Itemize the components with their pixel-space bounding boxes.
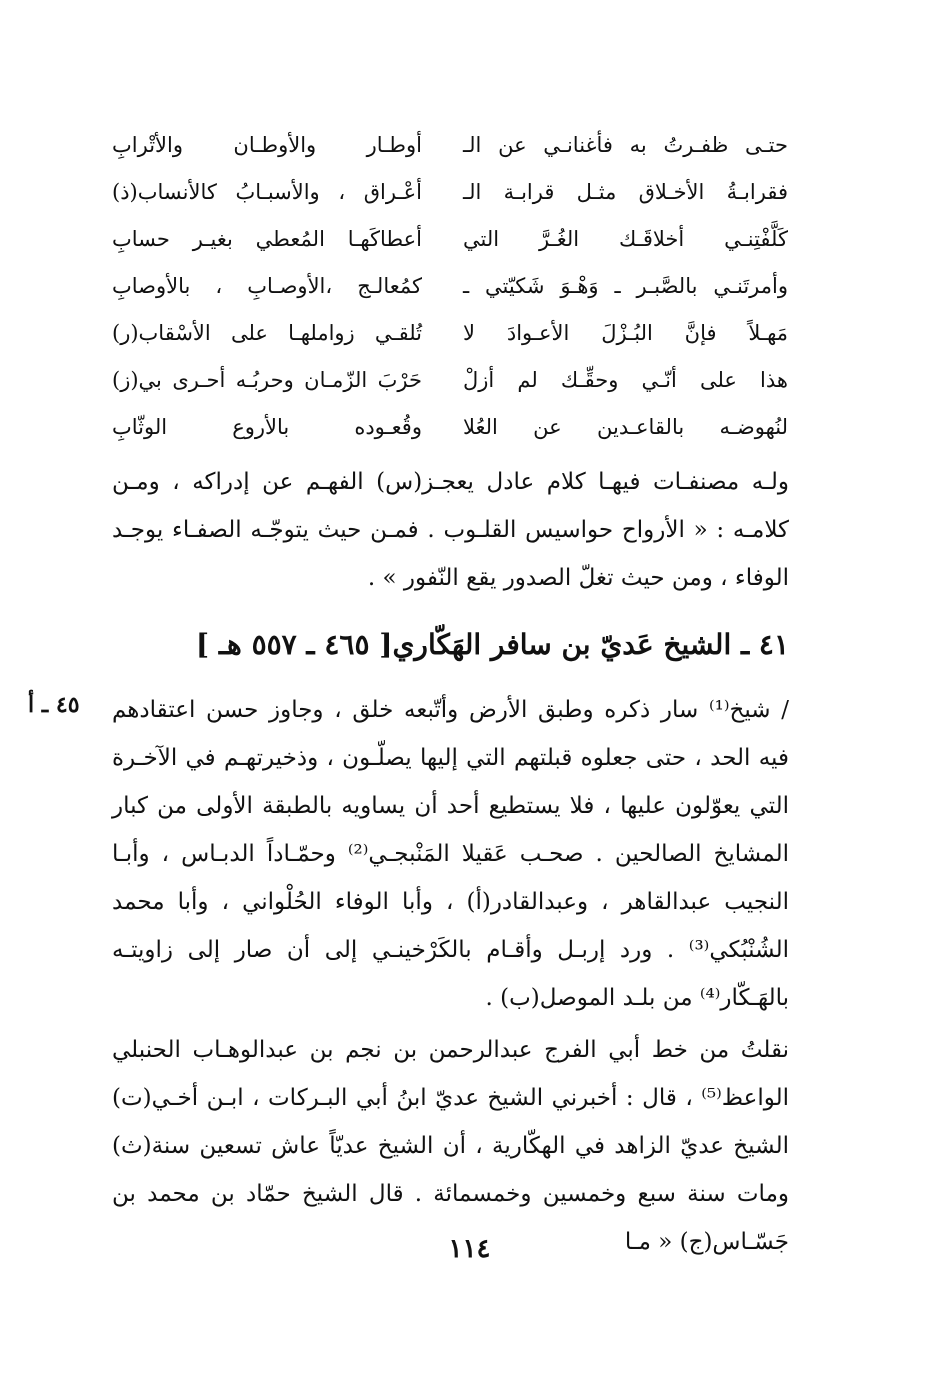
margin-folio-note: ٤٥ ـ أ <box>28 692 80 718</box>
poem <box>112 122 788 451</box>
verse-first-hemistich: كَلَّفْتِنـي أخلاقَـك الغُـرَّ التي <box>463 227 788 251</box>
verse-second-hemistich: حَرْبَ الزّمـان وحربُـه أحـرى بي(ز) <box>112 368 422 392</box>
verse <box>112 216 788 263</box>
verse-first-hemistich: حتـى ظفـرتُ به فأغنانـي عن الـ <box>463 133 788 157</box>
verse-second-hemistich: أعْـراق ، والأسبـابُ كالأنساب(ذ) <box>112 180 422 204</box>
paragraph-works: ولـه مصنفـات فيهـا كلام عادل يعجـز(س) الفهـم عن إدراكه ، ومـن كلامـه : « الأرواح حواسيس القلـوب . فمـن حيث يتوجّـه الصفـاء يوجـد الوفاء ، ومن حيث تغلّ الصدور يقع النّفور » . <box>112 469 789 591</box>
verse-first-hemistich: فقرابـةُ الأخـلاق مثـل قرابـة الـ <box>463 180 788 204</box>
verse <box>112 169 788 216</box>
verse-first-hemistich: مَهـلاً فإنَّ البُـزْلَ الأعـوادَ لا <box>463 321 788 345</box>
section-heading: ٤١ ـ الشيخ عَديّ بن سافر الهَكّاري[ ٤٦٥ ـ ٥٥٧ هـ ] <box>195 628 789 661</box>
verse-first-hemistich: وأمرتَنـي بالصَّبـر ـ وَهْـوَ شَكيّتي ـ <box>463 274 788 298</box>
verse <box>112 263 788 310</box>
paragraph-narration: نقلتُ من خط أبي الفرج عبدالرحمن بن نجم بن عبدالوهـاب الحنبلي الواعظ⁽⁵⁾ ، قال : أخبرني الشيخ عديّ ابنُ أبي البـركات ، ابـن أخـي(ت) الشيخ عديّ الزاهد في الهكّارية ، أن الشيخ عديّاً عاش تسعين سنة(ث) ومات سنة سبع وخمسين وخمسمائة . قال الشيخ حمّاد بن محمد بن جَسّـاس(ج) « مـا <box>112 1037 789 1255</box>
verse-second-hemistich: أعطاكَهـا المُعطي بغيـر حسابِ <box>112 227 422 251</box>
verse-second-hemistich: كمُعالـج ،الأوصـابِ ، بالأوصابِ <box>112 274 422 298</box>
verse-first-hemistich: لنُهوضـه بالقاعـدين عن العُلا <box>463 415 788 439</box>
verse-second-hemistich: أوطـار والأوطـان والأتْرابِ <box>112 133 422 157</box>
page-number: ١١٤ <box>448 1234 491 1264</box>
verse-second-hemistich: وقُعـوده بالأروع الوثّابِ <box>112 415 422 439</box>
paragraph-biography: / شيخ⁽¹⁾ سار ذكره وطبق الأرض وأتّبعه خلق ، وجاوز حسن اعتقادهم فيه الحد ، حتى جعلوه قبلتهم التي إليها يصلّـون ، وذخيرتهـم في الآخـرة التي يعوّلون عليها ، فلا يستطيع أحد أن يساويه بالطبقة الأولى من كبار المشايخ الصالحين . صحـب عَقيلا المَنْبجـي⁽²⁾ وحمّـاداً الدبـاس ، وأبـا النجيب عبدالقاهر ، وعبدالقادر(أ) ، وأبا الوفاء الحُلْواني ، وأبا محمد الشُنْبُكي⁽³⁾ . ورد إربـل وأقـام بالكَرْخينـي إلى أن صار إلى زاويتـه بالهَـكّار⁽⁴⁾ من بلـد الموصل(ب) . <box>112 697 789 1011</box>
verse <box>112 122 788 169</box>
verse <box>112 310 788 357</box>
verse-second-hemistich: تُلقـي زواملهـا على الأسْقاب(ر) <box>112 321 422 345</box>
verse <box>112 404 788 451</box>
verse <box>112 357 788 404</box>
verse-first-hemistich: هذا على أنّـي وحقِّـك لم أزلْ <box>463 368 788 392</box>
